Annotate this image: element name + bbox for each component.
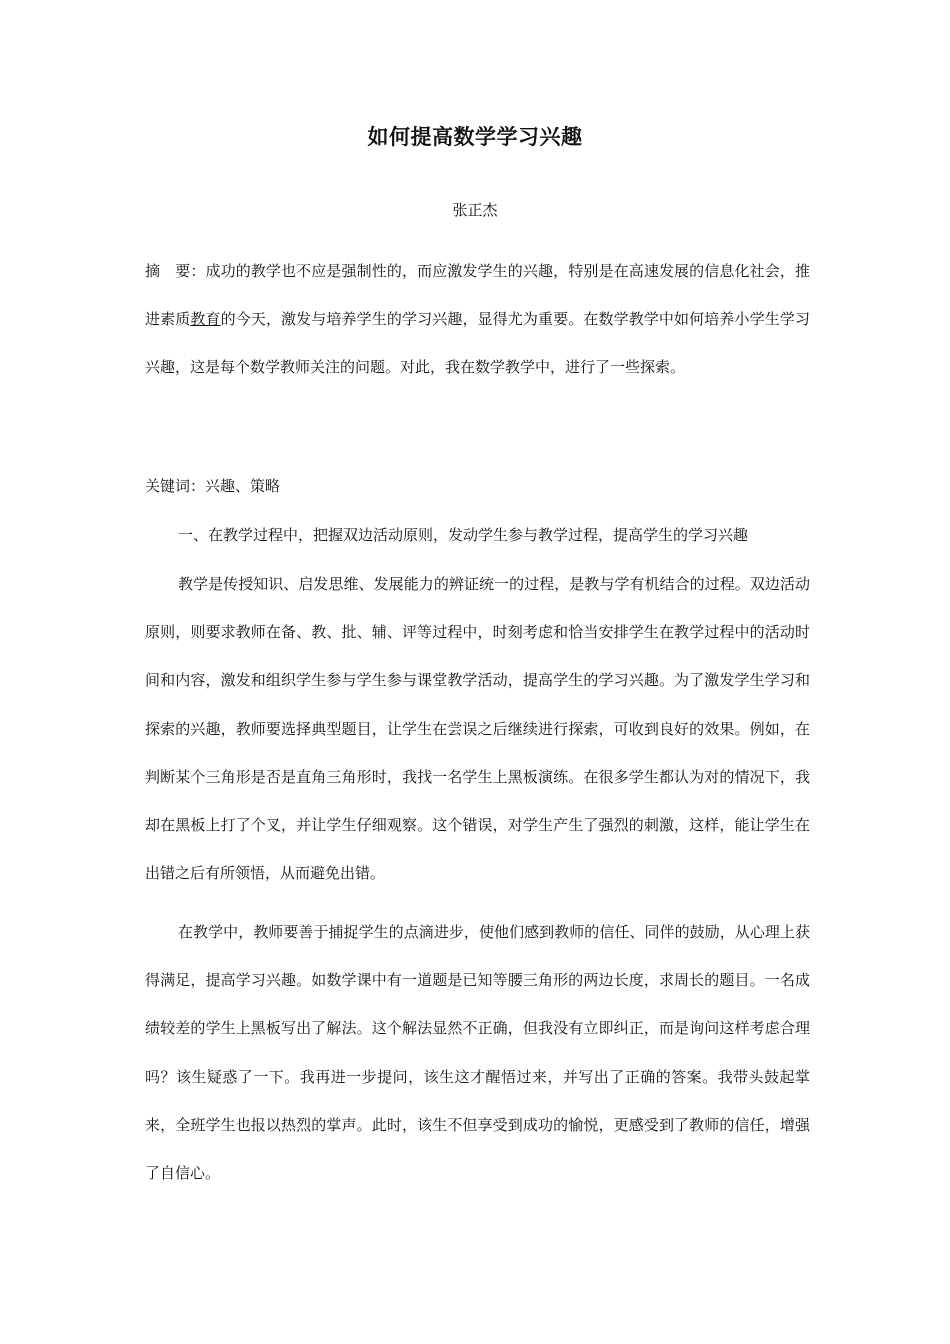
body-paragraph: 教学是传授知识、启发思维、发展能力的辨证统一的过程，是教与学有机结合的过程。双边活动原则，则要求教师在备、教、批、辅、评等过程中，时刻考虑和恰当安排学生在教学过程中的活动时间和内容，激发和组织学生参与学生参与课堂教学活动，提高学生的学习兴趣。为了激发学生学习和探索的兴趣，教师要选择典型题目，让学生在尝误之后继续进行探索，可收到良好的效果。例如，在判断某个三角形是否是直角三角形时，我找一名学生上黑板演练。在很多学生都认为对的情况下，我却在黑板上打了个叉，并让学生仔细观察。这个错误，对学生产生了强烈的刺激，这样，能让学生在出错之后有所领悟，从而避免出错。	[145, 575, 810, 883]
abstract-paragraph	[145, 247, 810, 392]
keywords-text: 兴趣、策略	[205, 477, 281, 495]
education-link[interactable]: 教育	[190, 310, 221, 329]
abstract-text-end: 的今天，激发与培养学生的学习兴趣，显得尤为重要。在数学教学中如何培养小学生学习兴趣，这是每个数学教师关注的问题。对此，我在数学教学中，进行了一些探索。	[145, 310, 810, 377]
abstract-text-start: 成功的教学也不应是强制性的，而应激发学生的兴趣，特别是在高速发展的信息化社会，推进素质	[145, 262, 810, 329]
keywords-line	[145, 462, 810, 510]
keywords-label: 关键词：	[145, 477, 206, 495]
section-heading: 一、在教学过程中，把握双边活动原则，发动学生参与教学过程，提高学生的学习兴趣	[178, 526, 749, 544]
abstract-label: 摘 要：	[145, 262, 206, 280]
document-title: 如何提高数学学习兴趣	[367, 124, 583, 149]
body-paragraph: 在教学中，教师要善于捕捉学生的点滴进步，使他们感到教师的信任、同伴的鼓励，从心理上获得满足，提高学习兴趣。如数学课中有一道题是已知等腰三角形的两边长度，求周长的题目。一名成绩较差的学生上黑板写出了解法。这个解法显然不正确，但我没有立即纠正，而是询问这样考虑合理吗？该生疑惑了一下。我再进一步提问，该生这才醒悟过来，并写出了正确的答案。我带头鼓起掌来，全班学生也报以热烈的掌声。此时，该生不但享受到成功的愉悦，更感受到了教师的信任，增强了自信心。	[145, 923, 810, 1183]
author-name: 张正杰	[452, 201, 498, 219]
